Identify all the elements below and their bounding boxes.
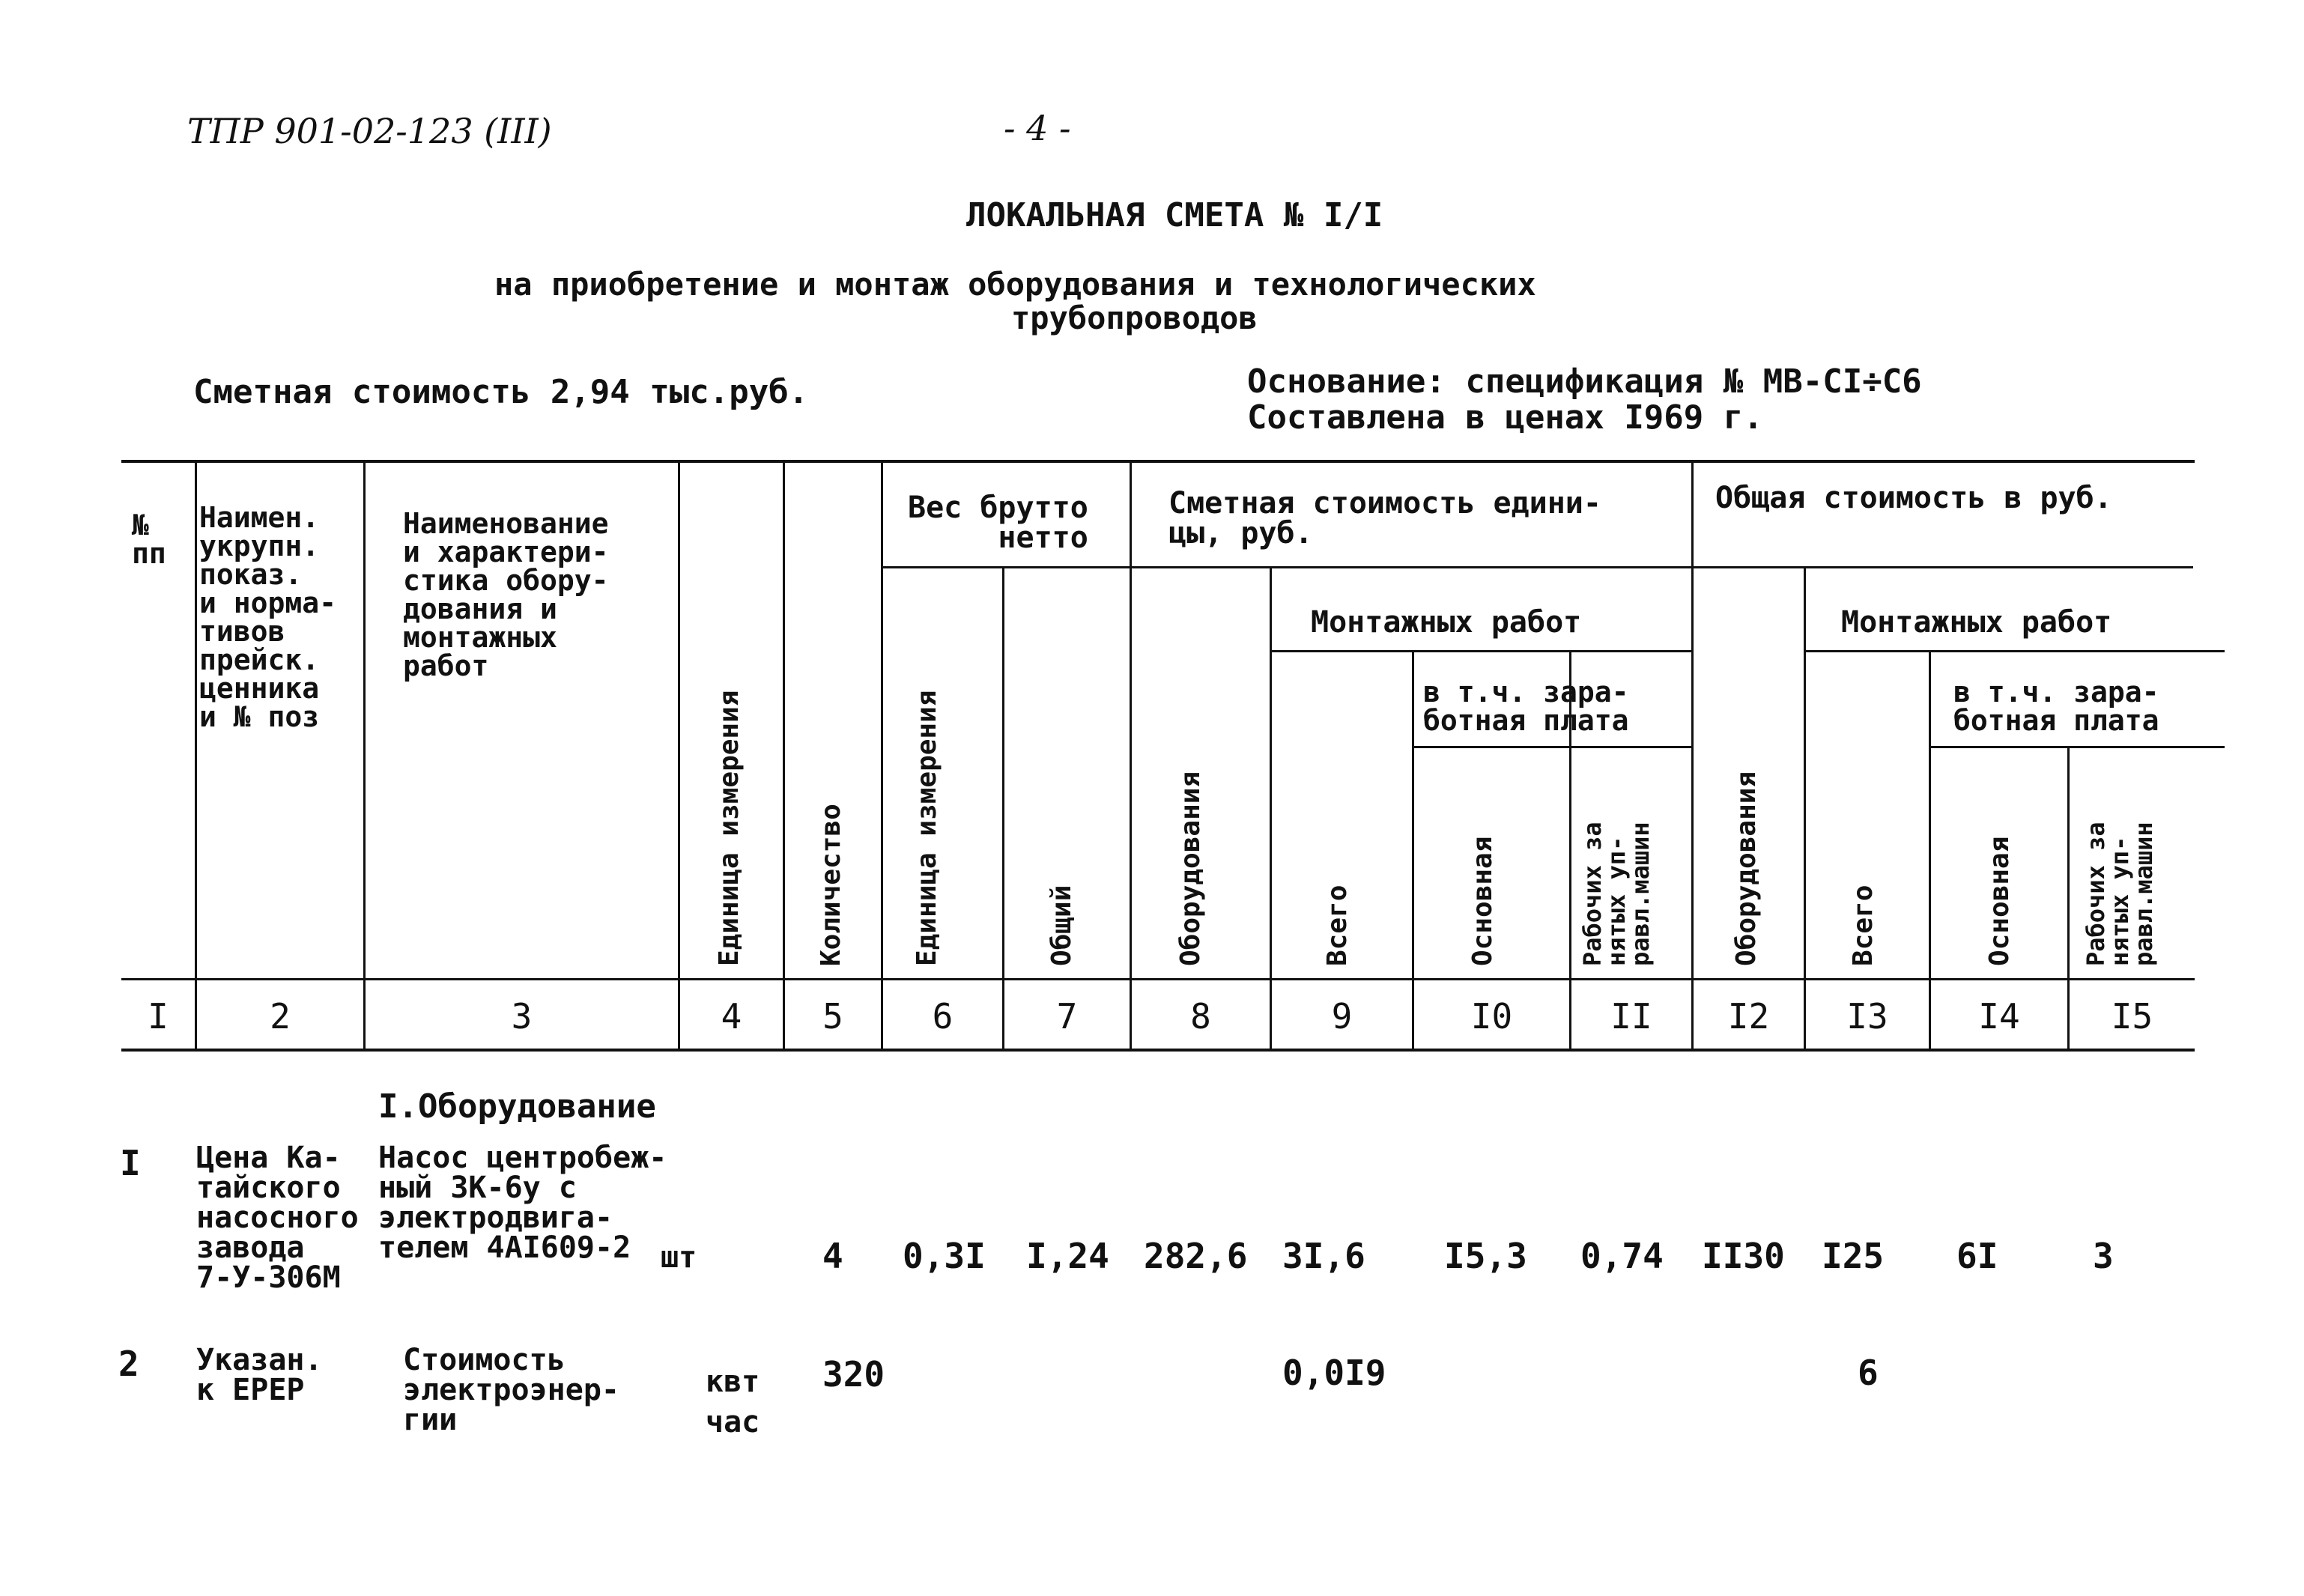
header-wage-base-total: Основная [1984,836,2015,966]
header-wage-base-unit: Основная [1467,836,1498,966]
weight-group-divider [882,566,1130,568]
col-divider-13 [1929,650,1931,1052]
row-source: Указан. к ЕРЕР [196,1343,323,1407]
row-number: 2 [118,1344,139,1384]
header-description: Наименование и характери- стика обору- дования и монтажных работ [403,507,609,682]
header-incl-wages-a: в т.ч. зара- ботная плата [1423,676,1629,737]
column-number: II [1610,996,1652,1037]
header-mount-works-a: Монтажных работ [1311,605,1582,640]
col-divider-7 [1130,460,1132,1052]
header-source: Наимен. укрупн. показ. и норма- тивов прейск. ценника и № поз [199,501,337,733]
document-title: ЛОКАЛЬНАЯ СМЕТА № I/I [966,196,1383,234]
column-number: 8 [1190,996,1211,1037]
header-mount-works-b: Монтажных работ [1841,605,2112,640]
wages-a-divider [1412,746,1693,748]
header-mount-total-unit: Всего [1322,885,1353,966]
col-divider-12 [1804,566,1806,1052]
column-number: 6 [932,996,954,1037]
row-quantity: 320 [822,1354,885,1395]
header-weight-unit: Единица измерения [912,690,942,966]
row-unit: шт [661,1240,697,1275]
row-equipment-total-cost: II30 [1702,1236,1785,1276]
row-wage-base-total-cost: 6I [1956,1236,1998,1276]
col-divider-8 [1270,566,1272,1052]
col-divider-2 [363,460,366,1052]
row-weight-unit: 0,3I [903,1236,986,1276]
subtitle-line-2: трубопроводов [1011,300,1258,336]
header-unit: Единица измерения [714,690,745,966]
column-number: I2 [1727,996,1770,1037]
header-incl-wages-b: в т.ч. зара- ботная плата [1953,676,2159,737]
header-mount-total: Всего [1848,885,1879,966]
header-bottom-border [121,978,2195,980]
column-number: I5 [2111,996,2153,1037]
subtitle-line-1: на приобретение и монтаж оборудования и технологических [494,266,1536,303]
row-number: I [120,1143,141,1183]
row-wage-machinery-total-cost: 3 [2093,1236,2114,1276]
row-quantity: 4 [822,1236,843,1276]
header-number: № пп [132,509,166,570]
row-mount-total-cost: I25 [1822,1236,1885,1276]
col-divider-11 [1691,460,1694,1052]
mount-works-a-divider [1270,650,1693,652]
col-divider-6 [1002,566,1004,1052]
column-number: I4 [1978,996,2020,1037]
column-number: 2 [270,996,291,1037]
row-wage-machinery-unit-cost: 0,74 [1580,1236,1664,1276]
row-mount-total-cost: 6 [1858,1353,1879,1393]
basis-line-1: Основание: спецификация № МВ-СI÷С6 [1247,362,1922,401]
page-number: - 4 - [1004,108,1071,148]
document-code: ТПР 901-02-123 (III) [187,111,552,151]
header-wage-machinery-total: Рабочих за нятых уп- равл.машин [2082,822,2158,966]
section-title: I.Оборудование [378,1087,656,1126]
row-unit: квт час [706,1365,760,1439]
row-source: Цена Ка- тайского насосного завода 7-У-306М [196,1141,359,1295]
col-divider-9 [1412,650,1414,1052]
row-weight-total: I,24 [1026,1236,1109,1276]
col-divider-1 [195,460,197,1052]
header-wage-machinery-unit: Рабочих за нятых уп- равл.машин [1578,822,1655,966]
header-weight-total: Общий [1046,885,1077,966]
row-mount-total-unit-cost: 0,0I9 [1282,1353,1386,1393]
header-total-cost-group: Общая стоимость в руб. [1715,481,2112,515]
estimated-cost: Сметная стоимость 2,94 тыс.руб. [193,373,809,411]
row-description: Стоимость электроэнер- гии [403,1343,619,1437]
column-number: 5 [822,996,843,1037]
cost-group-divider [1130,566,2193,568]
column-number: I [148,996,169,1037]
row-equipment-unit-cost: 282,6 [1144,1236,1248,1276]
column-number: 3 [511,996,533,1037]
row-wage-base-unit-cost: I5,3 [1444,1236,1527,1276]
wages-b-divider [1929,746,2225,748]
col-divider-3 [678,460,680,1052]
header-equipment-unit: Оборудования [1175,771,1206,966]
column-number: 9 [1331,996,1353,1037]
mount-works-b-divider [1805,650,2225,652]
column-number: 4 [721,996,742,1037]
col-divider-5 [881,460,883,1052]
column-number: I3 [1846,996,1888,1037]
col-divider-4 [783,460,785,1052]
header-weight-group: Вес брутто нетто [908,491,1088,555]
row-description: Насос центробеж- ный 3К-6у с электродвига- телем 4АI609-2 [378,1141,667,1265]
row-mount-total-unit-cost: 3I,6 [1282,1236,1365,1276]
basis-line-2: Составлена в ценах I969 г. [1247,398,1763,437]
header-unit-cost-group: Сметная стоимость едини- цы, руб. [1168,486,1601,550]
column-number: I0 [1470,996,1513,1037]
header-quantity: Количество [816,804,846,966]
column-numbers-border [121,1049,2195,1052]
table-top-border [121,460,2195,463]
header-equipment-total: Оборудования [1731,771,1762,966]
column-number: 7 [1056,996,1078,1037]
